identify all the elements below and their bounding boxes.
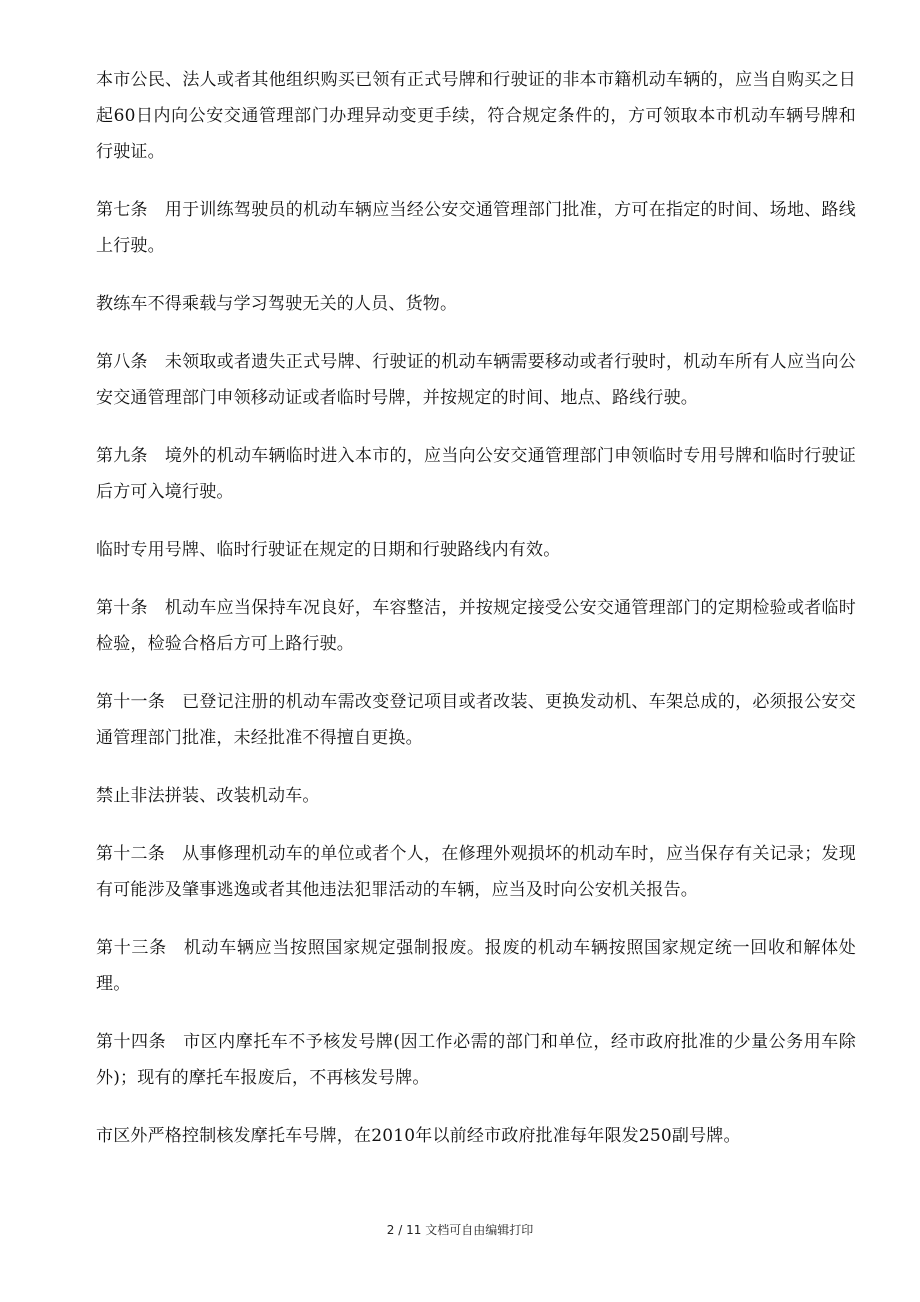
paragraph (96, 778, 856, 814)
paragraph (96, 62, 856, 170)
paragraph-text: 机动车辆应当按照国家规定强制报废。报废的机动车辆按照国家规定统一回收和解体处理。 (96, 938, 856, 994)
paragraph (96, 684, 856, 756)
paragraph-text: 从事修理机动车的单位或者个人，在修理外观损坏的机动车时，应当保存有关记录；发现有可能涉及肇事逃逸或者其他违法犯罪活动的车辆，应当及时向公安机关报告。 (96, 844, 856, 900)
paragraph (96, 192, 856, 264)
paragraph (96, 930, 856, 1002)
paragraph (96, 1024, 856, 1096)
article-label: 第七条 (96, 200, 148, 220)
article-label: 第十三条 (96, 938, 167, 958)
paragraph-text: 未领取或者遗失正式号牌、行驶证的机动车辆需要移动或者行驶时，机动车所有人应当向公安交通管理部门申领移动证或者临时号牌，并按规定的时间、地点、路线行驶。 (96, 352, 856, 408)
paragraph-text: 市区外严格控制核发摩托车号牌，在2010年以前经市政府批准每年限发250副号牌。 (96, 1126, 741, 1146)
paragraph (96, 836, 856, 908)
paragraph-text: 机动车应当保持车况良好，车容整洁，并按规定接受公安交通管理部门的定期检验或者临时检验，检验合格后方可上路行驶。 (96, 598, 856, 654)
paragraph-text: 境外的机动车辆临时进入本市的，应当向公安交通管理部门申领临时专用号牌和临时行驶证后方可入境行驶。 (96, 446, 856, 502)
paragraph-text: 已登记注册的机动车需改变登记项目或者改装、更换发动机、车架总成的，必须报公安交通管理部门批准，未经批准不得擅自更换。 (96, 692, 856, 748)
article-label: 第九条 (96, 446, 148, 466)
article-label: 第十条 (96, 598, 148, 618)
paragraph-text: 市区内摩托车不予核发号牌(因工作必需的部门和单位，经市政府批准的少量公务用车除外)；现有的摩托车报废后，不再核发号牌。 (96, 1032, 856, 1088)
article-label: 第十二条 (96, 844, 166, 864)
paragraph (96, 1118, 856, 1154)
paragraph (96, 344, 856, 416)
page-footer: 2 / 11 文档可自由编辑打印 (386, 1223, 534, 1237)
paragraph (96, 438, 856, 510)
paragraph-text: 用于训练驾驶员的机动车辆应当经公安交通管理部门批准，方可在指定的时间、场地、路线上行驶。 (96, 200, 856, 256)
paragraph (96, 286, 856, 322)
paragraph (96, 590, 856, 662)
paragraph (96, 532, 856, 568)
article-label: 第八条 (96, 352, 148, 372)
paragraph-text: 教练车不得乘载与学习驾驶无关的人员、货物。 (96, 294, 458, 314)
article-label: 第十一条 (96, 692, 166, 712)
document-body (96, 62, 856, 1176)
article-label: 第十四条 (96, 1032, 167, 1052)
paragraph-text: 禁止非法拼装、改装机动车。 (96, 786, 320, 806)
paragraph-text: 本市公民、法人或者其他组织购买已领有正式号牌和行驶证的非本市籍机动车辆的，应当自购买之日起60日内向公安交通管理部门办理异动变更手续，符合规定条件的，方可领取本市机动车辆号牌和行驶证。 (96, 70, 856, 162)
paragraph-text: 临时专用号牌、临时行驶证在规定的日期和行驶路线内有效。 (96, 540, 561, 560)
